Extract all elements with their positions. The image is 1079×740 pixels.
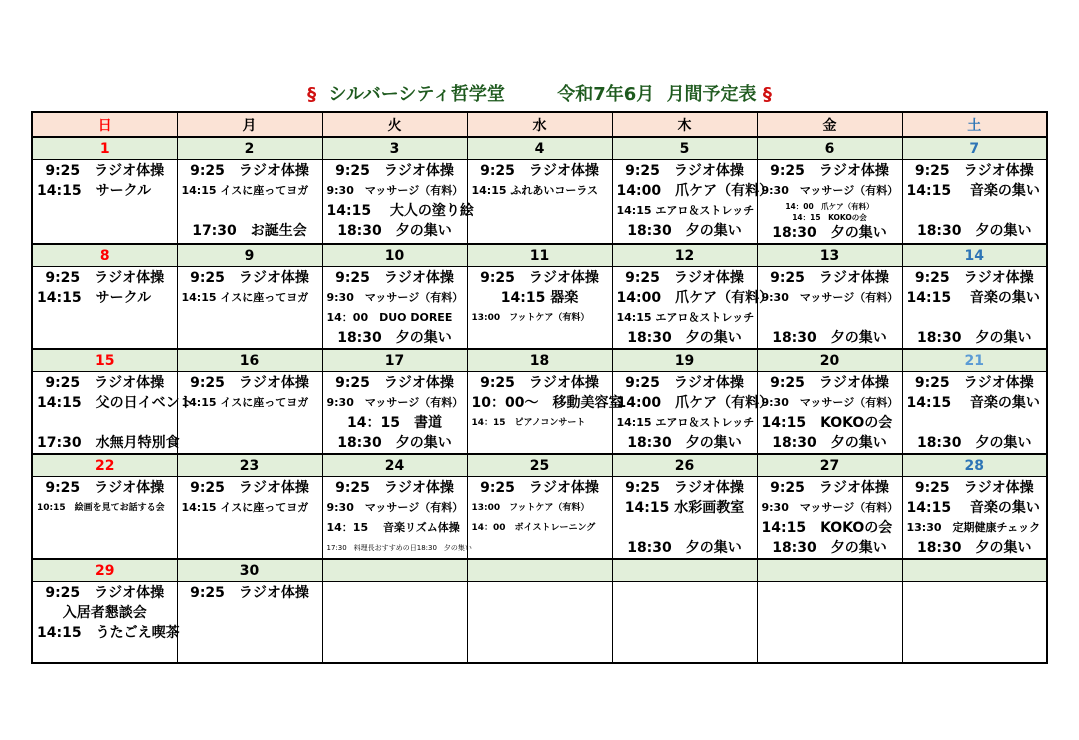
event-line: 14:15 ふれあいコーラス (471, 184, 599, 197)
event-line: 14:15 音楽の集い (906, 395, 1040, 411)
section-mark-left: § (307, 84, 317, 105)
date-number: 1 (32, 137, 177, 160)
date-number: 29 (32, 559, 177, 582)
event-line: 9:25 ラジオ体操 (914, 163, 1034, 179)
section-mark-right: § (762, 84, 772, 105)
event-line: 9:25 ラジオ体操 (914, 270, 1034, 286)
day-cell (612, 372, 774, 455)
event-line: 14:15 エアロ＆ストレッチ (616, 416, 755, 429)
event-line: 18:30 夕の集い (772, 330, 887, 346)
date-number: 28 (902, 454, 1047, 477)
event-line: 14:15 音楽の集い (906, 290, 1040, 306)
date-number: 14 (902, 244, 1047, 267)
event-line: 14:15 父の日イベント (37, 395, 194, 411)
event-line: 14:00 爪ケア（有料） (616, 395, 774, 411)
event-line: 9:30 マッサージ（有料） (326, 184, 464, 197)
weekday-header-row (32, 112, 1047, 137)
event-line: 9:25 ラジオ体操 (45, 163, 165, 179)
day-cell (902, 267, 1047, 350)
events-row (32, 160, 1047, 245)
event-line: 9:25 ラジオ体操 (335, 163, 454, 179)
day-cell (612, 160, 774, 245)
event-line: 18:30 夕の集い (916, 223, 1032, 239)
event-line: 9:25 ラジオ体操 (190, 163, 309, 179)
day-cell (467, 582, 612, 664)
weekday-header: 水 (467, 112, 612, 137)
event-line: 14:15 サークル (37, 183, 152, 199)
calendar-table (31, 111, 1048, 664)
day-cell (467, 160, 612, 245)
event-line: 9:25 ラジオ体操 (625, 480, 744, 496)
day-cell (322, 372, 467, 455)
event-line: 18:30 夕の集い (627, 540, 742, 556)
event-line (903, 413, 1047, 433)
events-row (32, 477, 1047, 560)
day-cell (177, 477, 322, 560)
event-line: 14:15 大人の塗り絵 (326, 203, 474, 219)
date-number: 20 (757, 349, 902, 372)
event-line: 9:30 マッサージ（有料） (326, 501, 464, 514)
day-cell (467, 372, 623, 455)
event-line: 9:25 ラジオ体操 (480, 163, 599, 179)
date-number (467, 559, 612, 582)
event-line: 18:30 夕の集い (772, 540, 887, 556)
event-line: 9:25 ラジオ体操 (625, 163, 744, 179)
day-cell (757, 160, 902, 245)
event-line: 10:15 絵画を見てお話する会 (37, 503, 165, 513)
event-line: 14：00 DUO DOREE (326, 311, 453, 324)
date-number: 10 (322, 244, 467, 267)
day-cell (612, 477, 757, 560)
day-cell (32, 582, 180, 664)
event-line: 14:00 爪ケア（有料） (616, 183, 774, 199)
event-line: 14:15 器楽 (500, 290, 579, 306)
event-line: 9:25 ラジオ体操 (480, 480, 599, 496)
date-number: 12 (612, 244, 757, 267)
event-line: 18:30 夕の集い (627, 223, 742, 239)
event-line: 18:30 夕の集い (627, 435, 742, 451)
facility-name: シルバーシティ哲学堂 (328, 84, 505, 105)
event-line: 13:00 フットケア（有料） (471, 313, 590, 323)
day-cell (177, 267, 322, 350)
date-number (612, 559, 757, 582)
event-line: 14:15 水彩画教室 (624, 500, 745, 516)
event-line (33, 413, 177, 433)
event-line: 14:15 音楽の集い (906, 500, 1040, 516)
day-cell (32, 477, 177, 560)
events-row (32, 372, 1047, 455)
event-line: 9:25 ラジオ体操 (45, 480, 165, 496)
event-line: 13:30 定期健康チェック (906, 521, 1041, 534)
event-line: 9:25 ラジオ体操 (770, 480, 889, 496)
day-cell (467, 267, 612, 350)
event-line: 14:15 エアロ＆ストレッチ (616, 311, 755, 324)
event-line: 9:25 ラジオ体操 (625, 375, 744, 391)
event-line: 9:25 ラジオ体操 (45, 375, 165, 391)
event-line: 18:30 夕の集い (772, 225, 887, 241)
event-line: 9:25 ラジオ体操 (335, 480, 454, 496)
event-line: 18:30 夕の集い (772, 435, 887, 451)
event-line: 14:15 音楽の集い (906, 183, 1040, 199)
day-cell (322, 267, 467, 350)
event-line: 9:25 ラジオ体操 (45, 270, 165, 286)
event-line: 18:30 夕の集い (337, 435, 452, 451)
date-number: 5 (612, 137, 757, 160)
event-line: 18:30 夕の集い (916, 435, 1032, 451)
month-label: 令和7年6月 (557, 84, 655, 105)
event-line: 9:25 ラジオ体操 (770, 163, 889, 179)
event-line: 9:25 ラジオ体操 (770, 375, 889, 391)
date-number: 23 (177, 454, 322, 477)
event-line: 9:25 ラジオ体操 (335, 375, 454, 391)
event-line: 14：00 爪ケア（有料） (785, 202, 874, 211)
weekday-header: 土 (902, 112, 1047, 137)
date-number: 3 (322, 137, 467, 160)
event-line: 17:30 水無月特別食 (37, 435, 180, 451)
event-line: 14：15 音楽リズム体操 (326, 521, 460, 534)
event-line: 14:15 イスに座ってヨガ (181, 291, 309, 304)
event-line (178, 201, 322, 221)
day-cell (902, 160, 1047, 245)
event-line: 14:15 エアロ＆ストレッチ (616, 204, 755, 217)
date-number (757, 559, 902, 582)
event-line: 18:30 夕の集い (916, 330, 1032, 346)
day-cell (32, 372, 194, 455)
event-line (758, 308, 902, 328)
date-number: 26 (612, 454, 757, 477)
events-row (32, 267, 1047, 350)
date-row (32, 244, 1047, 267)
date-number: 2 (177, 137, 322, 160)
event-line: 14:15 KOKOの会 (761, 415, 893, 431)
event-line: 14:15 イスに座ってヨガ (181, 501, 309, 514)
date-number: 16 (177, 349, 322, 372)
event-line: 9:30 マッサージ（有料） (761, 184, 899, 197)
event-line: 18:30 夕の集い (337, 223, 452, 239)
event-line: 17:30 料理長おすすめの日18:30 夕の集い (326, 544, 472, 552)
event-line: 9:30 マッサージ（有料） (326, 291, 464, 304)
day-cell (322, 582, 467, 664)
date-number: 7 (902, 137, 1047, 160)
date-row (32, 137, 1047, 160)
event-line: 9:30 マッサージ（有料） (761, 291, 899, 304)
day-cell (177, 582, 322, 664)
event-line (613, 518, 757, 538)
event-line: 9:25 ラジオ体操 (480, 375, 599, 391)
event-line: 9:25 ラジオ体操 (335, 270, 454, 286)
event-line: 14:00 爪ケア（有料） (616, 290, 774, 306)
day-cell (757, 267, 902, 350)
event-line: 9:30 マッサージ（有料） (326, 396, 464, 409)
event-line: 9:25 ラジオ体操 (190, 585, 309, 601)
event-line: 入居者懇談会 (62, 605, 147, 621)
date-number: 25 (467, 454, 612, 477)
day-cell (467, 477, 612, 560)
event-line: 13:00 フットケア（有料） (471, 503, 590, 513)
day-cell (757, 582, 902, 664)
event-line: 14:15 うたごえ喫茶 (37, 625, 180, 641)
event-line: 14:15 イスに座ってヨガ (181, 396, 309, 409)
event-line: 17:30 お誕生会 (192, 223, 307, 239)
date-number: 15 (32, 349, 177, 372)
event-line: 9:25 ラジオ体操 (480, 270, 599, 286)
event-line: 9:25 ラジオ体操 (914, 375, 1034, 391)
event-line: 14：00 ボイストレーニング (471, 523, 596, 533)
event-line: 18:30 夕の集い (627, 330, 742, 346)
event-line: 14：15 KOKOの会 (792, 213, 867, 222)
date-number: 24 (322, 454, 467, 477)
date-number: 19 (612, 349, 757, 372)
date-row (32, 349, 1047, 372)
event-line: 9:25 ラジオ体操 (190, 480, 309, 496)
day-cell (322, 160, 474, 245)
date-number: 22 (32, 454, 177, 477)
event-line: 9:25 ラジオ体操 (914, 480, 1034, 496)
day-cell (902, 477, 1047, 560)
event-line: 9:30 マッサージ（有料） (761, 396, 899, 409)
schedule-name: 月間予定表 (666, 84, 757, 105)
weekday-header: 木 (612, 112, 757, 137)
day-cell (902, 582, 1047, 664)
weekday-header: 火 (322, 112, 467, 137)
date-row (32, 559, 1047, 582)
weekday-header: 日 (32, 112, 177, 137)
date-number: 11 (467, 244, 612, 267)
date-number: 17 (322, 349, 467, 372)
event-line (903, 201, 1047, 221)
date-number: 21 (902, 349, 1047, 372)
day-cell (32, 267, 177, 350)
day-cell (32, 160, 177, 245)
event-line: 18:30 夕の集い (337, 330, 452, 346)
event-line: 9:25 ラジオ体操 (45, 585, 165, 601)
date-number: 18 (467, 349, 612, 372)
date-row (32, 454, 1047, 477)
event-line: 18:30 夕の集い (916, 540, 1032, 556)
date-number (902, 559, 1047, 582)
event-line: 14:15 KOKOの会 (761, 520, 893, 536)
date-number: 9 (177, 244, 322, 267)
date-number: 30 (177, 559, 322, 582)
day-cell (757, 477, 902, 560)
event-line: 14：15 書道 (347, 415, 442, 431)
day-cell (322, 477, 472, 560)
date-number: 8 (32, 244, 177, 267)
event-line: 9:25 ラジオ体操 (770, 270, 889, 286)
day-cell (177, 372, 322, 455)
date-number: 27 (757, 454, 902, 477)
event-line: 10：00～ 移動美容室 (471, 395, 623, 411)
events-row (32, 582, 1047, 664)
date-number (322, 559, 467, 582)
event-line: 9:25 ラジオ体操 (625, 270, 744, 286)
day-cell (177, 160, 322, 245)
day-cell (612, 582, 757, 664)
event-line: 9:30 マッサージ（有料） (761, 501, 899, 514)
event-line: 14:15 イスに座ってヨガ (181, 184, 309, 197)
date-number: 4 (467, 137, 612, 160)
weekday-header: 金 (757, 112, 902, 137)
event-line: 9:25 ラジオ体操 (190, 375, 309, 391)
event-line (903, 308, 1047, 328)
date-number: 6 (757, 137, 902, 160)
page-title (0, 80, 1079, 106)
day-cell (612, 267, 774, 350)
event-line: 9:25 ラジオ体操 (190, 270, 309, 286)
event-line: 14：15 ピアノコンサート (471, 418, 586, 428)
day-cell (757, 372, 902, 455)
weekday-header: 月 (177, 112, 322, 137)
date-number: 13 (757, 244, 902, 267)
event-line: 14:15 サークル (37, 290, 152, 306)
day-cell (902, 372, 1047, 455)
